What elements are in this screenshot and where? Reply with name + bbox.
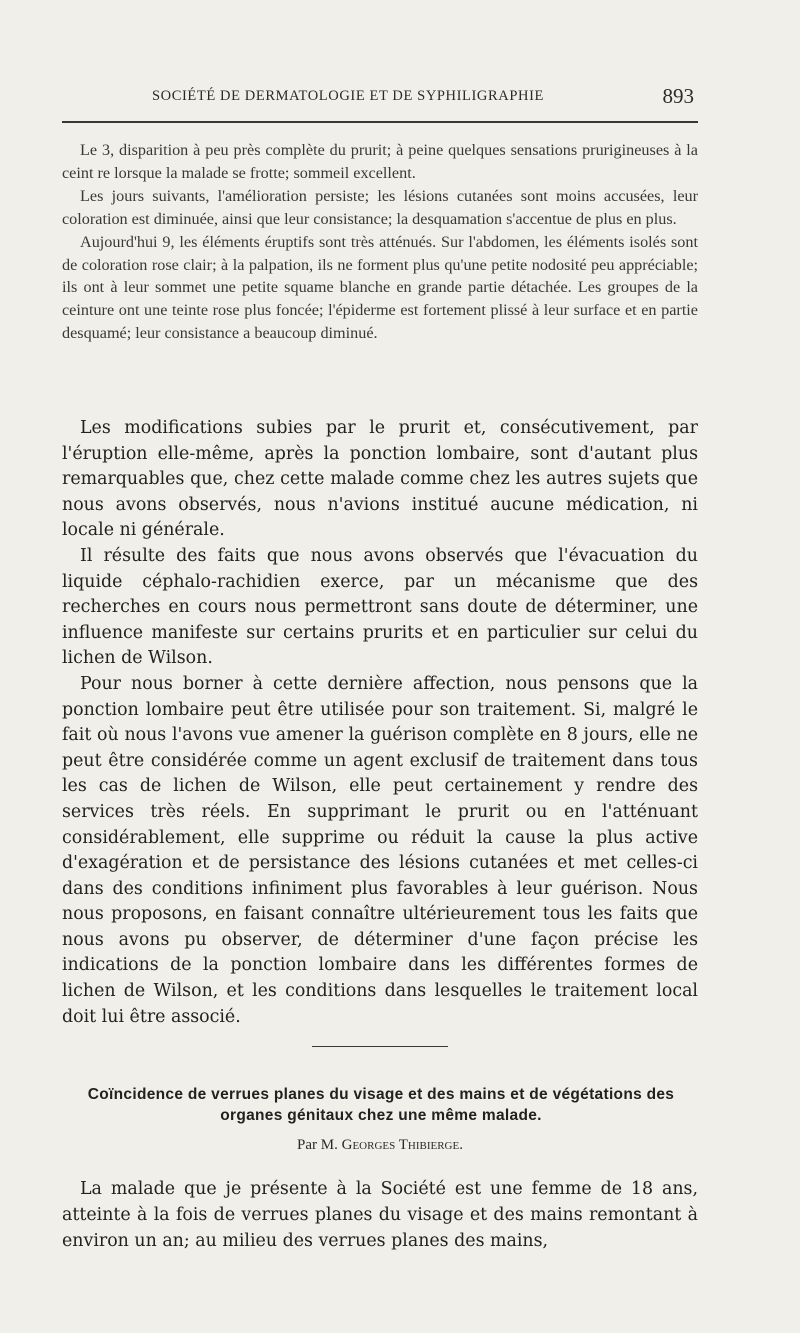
section-title: Coïncidence de verrues planes du visage et des mains et de végétations des organes génitaux chez une même malade. [87, 1086, 675, 1124]
running-title: SOCIÉTÉ DE DERMATOLOGIE ET DE SYPHILIGRAPHIE [152, 88, 544, 104]
case-note-paragraph: Le 3, disparition à peu près complète du prurit; à peine quelques sensations prurigineuses à la ceint re lorsque la malade se frotte; sommeil excellent. [62, 141, 698, 182]
discussion-paragraph: Pour nous borner à cette dernière affection, nous pensons que la ponction lombaire peut être utilisée pour son traitement. Si, malgré le fait où nous l'avons vue amener la guérison complète en 8 jours, elle ne peut être considérée comme un agent exclusif de traitement dans tous les cas de lichen de Wilson, elle peut certainement y rendre des services très réels. En supprimant le prurit ou en l'atténuant considérablement, elle supprime ou réduit la cause la plus active d'exagération et de persistance des lésions cutanées et met celles-ci dans des conditions infiniment plus favorables à leur guérison. Nous nous proposons, en faisant connaître ultérieurement tous les faits que nous avons pu observer, de déterminer d'une façon précise les indications de la ponction lombaire dans les différentes formes de lichen de Wilson, et les conditions dans lesquelles le traitement local doit lui être associé. [62, 673, 698, 1027]
section-body [62, 1176, 698, 1254]
section-divider [312, 1046, 448, 1047]
case-note-paragraph: Les jours suivants, l'amélioration persiste; les lésions cutanées sont moins accusées, leur coloration est diminuée, ainsi que leur consistance; la desquamation s'accentue de plus en plus. [62, 186, 698, 228]
byline [62, 1137, 698, 1154]
section-paragraph: La malade que je présente à la Société est une femme de 18 ans, atteinte à la fois de verrues planes du visage et des mains remontant à environ un an; au milieu des verrues planes des mains, [62, 1179, 698, 1251]
discussion [62, 416, 698, 1030]
author-name: Georges Thibierge. [341, 1137, 463, 1153]
page-number: 893 [662, 84, 694, 108]
byline-prefix: Par M. [297, 1137, 338, 1153]
running-header [62, 84, 698, 110]
document-page [62, 0, 698, 1333]
case-note-paragraph: Aujourd'hui 9, les éléments éruptifs sont très atténués. Sur l'abdomen, les éléments isolés sont de coloration rose clair; à la palpation, ils ne forment plus qu'une petite nodosité peu appréciable; ils ont à leur sommet une petite squame blanche en grande partie détachée. Les groupes de la ceinture ont une teinte rose plus foncée; l'épiderme est fortement plissé à leur surface et en partie desquamé; leur consistance a beaucoup diminué. [62, 232, 698, 343]
header-rule [62, 121, 698, 123]
discussion-paragraph: Les modifications subies par le prurit et, consécutivement, par l'éruption elle-même, après la ponction lombaire, sont d'autant plus remarquables que, chez cette malade comme chez les autres sujets que nous avons observés, nous n'avions institué aucune médication, ni locale ni générale. [62, 418, 698, 541]
case-notes [62, 139, 698, 345]
discussion-paragraph: Il résulte des faits que nous avons observés que l'évacuation du liquide céphalo-rachidien exerce, par un mécanisme que des recherches en cours nous permettront sans doute de déterminer, une influence manifeste sur certains prurits et en particulier sur celui du lichen de Wilson. [62, 545, 698, 669]
